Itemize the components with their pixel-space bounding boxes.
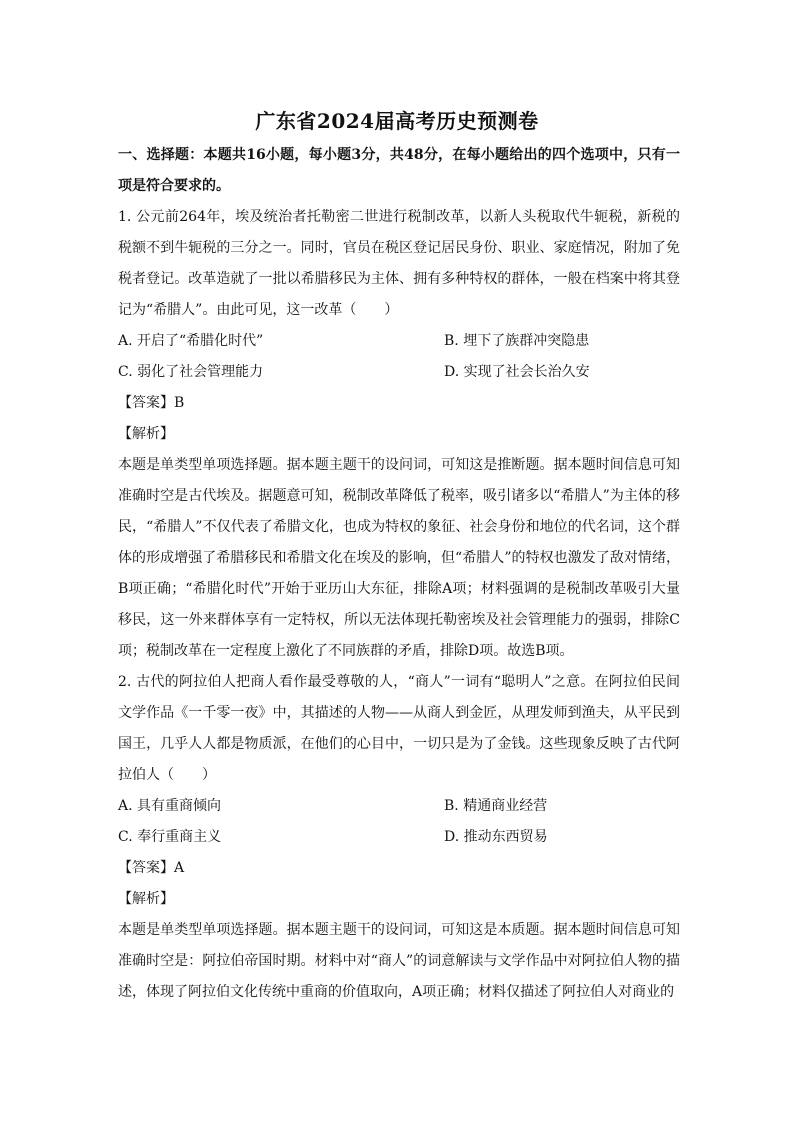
question-2-option-b: B. 精通商业经营 xyxy=(444,798,548,814)
question-1-option-c: C. 弱化了社会管理能力 xyxy=(118,364,264,380)
document-title: 广东省2024届高考历史预测卷 xyxy=(255,109,539,133)
question-1-options xyxy=(118,326,680,388)
question-1-option-b: B. 埋下了族群冲突隐患 xyxy=(444,333,590,349)
question-2-option-c: C. 奉行重商主义 xyxy=(118,829,222,845)
section-header: 一、选择题：本题共16小题，每小题3分，共48分，在每小题给出的四个选项中，只有一项是符合要求的。 xyxy=(118,147,680,194)
document-content xyxy=(118,140,680,1008)
question-2-option-d: D. 推动东西贸易 xyxy=(444,829,548,845)
question-1-stem: 1. 公元前264年，埃及统治者托勒密二世进行税制改革，以新人头税取代牛轭税，新税的税额不到牛轭税的三分之一。同时，官员在税区登记居民身份、职业、家庭情况，附加了免税者登记。改革造就了一批以希腊移民为主体、拥有多种特权的群体，一般在档案中将其登记为“希腊人”。由此可见，这一改革（ ） xyxy=(118,209,680,318)
question-2-analysis-label: 【解析】 xyxy=(118,891,174,907)
question-2-answer: 【答案】A xyxy=(118,860,185,876)
question-1-option-a: A. 开启了“希腊化时代” xyxy=(118,333,264,349)
question-1-option-d: D. 实现了社会长治久安 xyxy=(444,364,590,380)
question-1-answer: 【答案】B xyxy=(118,395,185,411)
question-2-options xyxy=(118,791,680,853)
question-1-analysis-label: 【解析】 xyxy=(118,426,174,442)
question-1-analysis: 本题是单类型单项选择题。据本题主题干的设问词，可知这是推断题。据本题时间信息可知准确时空是古代埃及。据题意可知，税制改革降低了税率，吸引诸多以“希腊人”为主体的移民，“希腊人”不仅代表了希腊文化，也成为特权的象征、社会身份和地位的代名词，这个群体的形成增强了希腊移民和希腊文化在埃及的影响，但“希腊人”的特权也激发了敌对情绪，B项正确；“希腊化时代”开始于亚历山大东征，排除A项；材料强调的是税制改革吸引大量移民，这一外来群体享有一定特权，所以无法体现托勒密埃及社会管理能力的强弱，排除C项；税制改革在一定程度上激化了不同族群的矛盾，排除D项。故选B项。 xyxy=(118,457,680,659)
question-2-analysis: 本题是单类型单项选择题。据本题主题干的设问词，可知这是本质题。据本题时间信息可知准确时空是：阿拉伯帝国时期。材料中对“商人”的词意解读与文学作品中对阿拉伯人物的描述，体现了阿拉伯文化传统中重商的价值取向，A项正确；材料仅描述了阿拉伯人对商业的 xyxy=(118,922,680,1000)
question-2-option-a: A. 具有重商倾向 xyxy=(118,798,222,814)
question-2-stem: 2. 古代的阿拉伯人把商人看作最受尊敬的人，“商人”一词有“聪明人”之意。在阿拉伯民间文学作品《一千零一夜》中，其描述的人物——从商人到金匠，从理发师到渔夫，从平民到国王，几乎人人都是物质派，在他们的心目中，一切只是为了金钱。这些现象反映了古代阿拉伯人（ ） xyxy=(118,674,680,783)
